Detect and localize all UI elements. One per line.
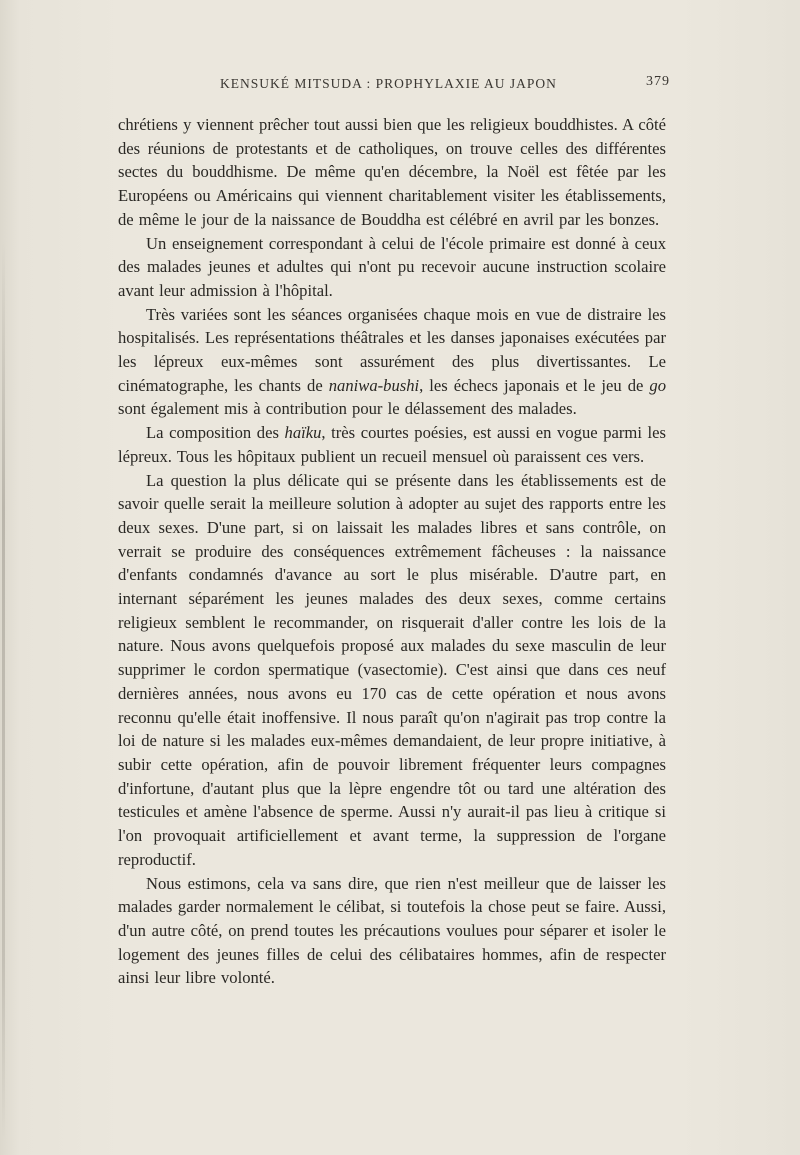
- text-run: , très courtes poésies, est aussi en vogue parmi les lépreux. Tous les hôpitaux publient un recueil mensuel où paraissent ces vers.: [118, 423, 666, 466]
- text-run: La question la plus délicate qui se présente dans les établissements est de savoir quelle serait la meilleure solution à adopter au sujet des rapports entre les deux sexes. D'une part, si on laissait les malades libres et sans contrôle, on verrait se produire des conséquences extrêmement fâcheuses : la naissance d'enfants condamnés d'avance au sort le plus misérable. D'autre part, en internant séparément les jeunes malades des deux sexes, comme certains religieux semblent le recommander, on risquerait d'aller contre les lois de la nature. Nous avons quelquefois proposé aux malades du sexe masculin de leur supprimer le cordon spermatique (vasectomie). C'est ainsi que dans ces neuf dernières années, nous avons eu 170 cas de cette opération et nous avons reconnu qu'elle était inoffensive. Il nous paraît qu'on n'agirait pas trop contre la loi de nature si les malades eux-mêmes demandaient, de leur propre initiative, à subir cette opération, afin de pouvoir librement fréquenter leurs compagnes d'infortune, d'autant plus que la lèpre engendre tôt ou tard une altération des testicules et amène l'absence de sperme. Aussi n'y aurait-il pas lieu à critique si l'on provoquait artificiellement et avant terme, la suppression de l'organe reproductif.: [118, 470, 666, 869]
- paragraph: [118, 303, 666, 422]
- text-run: La composition des: [146, 423, 285, 443]
- text-run: sont également mis à contribution pour le délassement des malades.: [118, 399, 577, 419]
- paragraph: [118, 421, 666, 468]
- paragraph: [118, 872, 666, 991]
- text-run: chrétiens y viennent prêcher tout aussi bien que les religieux bouddhistes. A côté des réunions de protestants et de catholiques, on trouve celles des différentes sectes du bouddhisme. De même qu'en décembre, la Noël est fêtée par les Européens ou Américains qui viennent charitablement visiter les établissements, de même le jour de la naissance de Bouddha est célébré en avril par les bonzes.: [118, 115, 666, 229]
- text-run: Un enseignement correspondant à celui de l'école primaire est donné à ceux des malades jeunes et adultes qui n'ont pu recevoir aucune instruction scolaire avant leur admission à l'hôpital.: [118, 233, 666, 300]
- italic-term: naniwa-bushi: [328, 375, 420, 395]
- paragraph: [118, 232, 666, 303]
- page-binding-shadow: [2, 240, 5, 1140]
- running-title: KENSUKÉ MITSUDA : PROPHYLAXIE AU JAPON: [220, 76, 557, 91]
- page-number: 379: [646, 74, 670, 89]
- text-run: Très variées sont les séances organisées chaque mois en vue de distraire les hospitalisés. Les représentations théâtrales et les danses japonaises exécutées par les lépreux eux-mêmes sont assurément des plus divertissantes. Le cinématographe, les chants de: [118, 304, 666, 395]
- paragraph: [118, 469, 666, 872]
- italic-term: go: [649, 375, 666, 395]
- body-text: [118, 113, 666, 990]
- paragraph: [118, 113, 666, 232]
- text-run: Nous estimons, cela va sans dire, que rien n'est meilleur que de laisser les malades garder normalement le célibat, si toutefois la chose peut se faire. Aussi, d'un autre côté, on prend toutes les précautions voulues pour séparer et isoler le logement des jeunes filles de celui des célibataires hommes, afin de respecter ainsi leur libre volonté.: [118, 873, 666, 988]
- italic-term: haïku: [284, 423, 322, 443]
- text-run: , les échecs japonais et le jeu de: [419, 375, 650, 395]
